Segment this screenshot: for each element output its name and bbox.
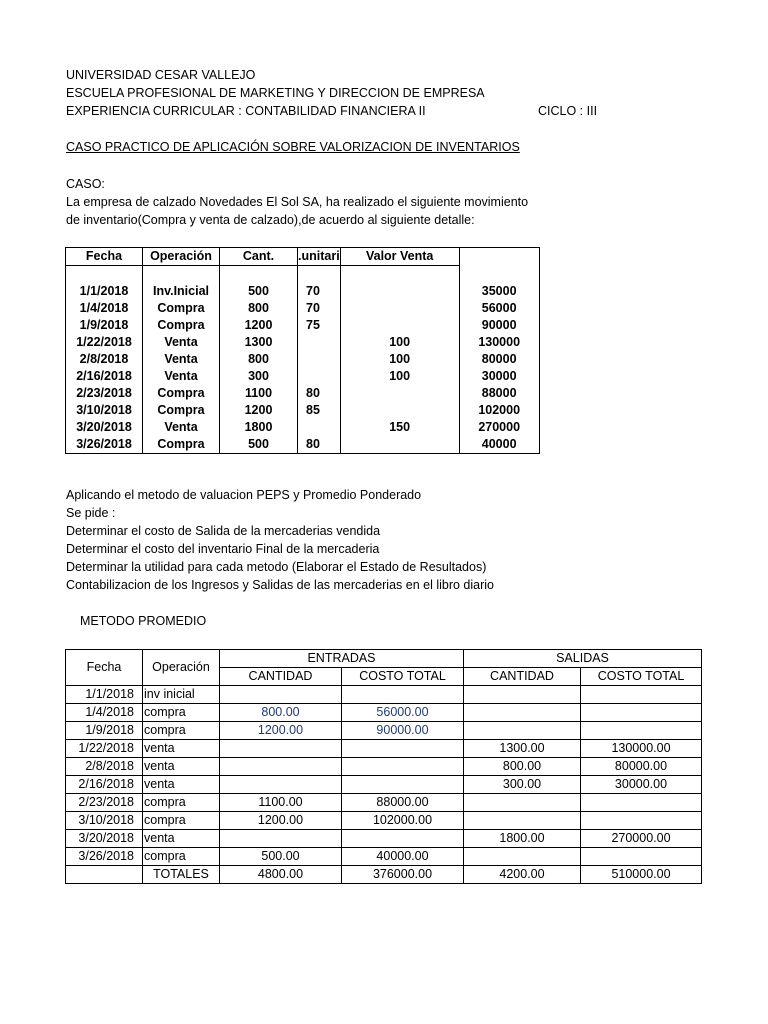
promedio-header-entradas: ENTRADAS <box>220 650 464 668</box>
promedio-cell-salidas-cantidad <box>464 794 581 812</box>
promedio-totals-salidas-cantidad: 4200.00 <box>464 866 581 884</box>
promedio-cell-salidas-costo <box>581 686 702 704</box>
promedio-header-entradas-costo: COSTO TOTAL <box>342 668 464 686</box>
promedio-header-operacion: Operación <box>143 650 220 686</box>
inventory-cell-valor-venta <box>340 402 459 419</box>
promedio-row <box>66 722 702 740</box>
inventory-header-operacion: Operación <box>143 248 220 266</box>
instruction-6: Contabilizacion de los Ingresos y Salidas de las mercaderias en el libro diario <box>66 578 495 592</box>
inventory-row <box>66 351 540 368</box>
promedio-cell-salidas-cantidad <box>464 722 581 740</box>
promedio-table <box>65 649 702 884</box>
inventory-cell-operacion: Compra <box>143 317 220 334</box>
inventory-row <box>66 334 540 351</box>
promedio-cell-operacion: venta <box>143 776 220 794</box>
promedio-cell-entradas-cantidad: 1100.00 <box>220 794 342 812</box>
promedio-cell-operacion: compra <box>143 722 220 740</box>
promedio-row <box>66 740 702 758</box>
case-line-2: de inventario(Compra y venta de calzado),de acuerdo al siguiente detalle: <box>66 213 475 227</box>
promedio-cell-operacion: compra <box>143 794 220 812</box>
inventory-row <box>66 300 540 317</box>
inventory-cell-fecha: 2/16/2018 <box>66 368 143 385</box>
inventory-cell-unitario: 70 <box>298 283 341 300</box>
inventory-cell-valor-venta <box>340 300 459 317</box>
promedio-totals-salidas-costo: 510000.00 <box>581 866 702 884</box>
inventory-cell-unitario: 70 <box>298 300 341 317</box>
promedio-cell-entradas-cantidad <box>220 758 342 776</box>
promedio-cell-entradas-costo: 40000.00 <box>342 848 464 866</box>
promedio-cell-salidas-costo <box>581 794 702 812</box>
header-university: UNIVERSIDAD CESAR VALLEJO <box>66 68 256 82</box>
promedio-row <box>66 776 702 794</box>
inventory-header-valor-venta: Valor Venta <box>340 248 459 266</box>
promedio-totals-label: TOTALES <box>143 866 220 884</box>
inventory-cell-operacion: Inv.Inicial <box>143 283 220 300</box>
promedio-cell-salidas-cantidad <box>464 704 581 722</box>
inventory-cell-total: 88000 <box>459 385 539 402</box>
inventory-cell-total: 30000 <box>459 368 539 385</box>
promedio-cell-entradas-cantidad: 800.00 <box>220 704 342 722</box>
promedio-cell-salidas-costo <box>581 704 702 722</box>
inventory-cell-cant: 1200 <box>220 317 298 334</box>
inventory-cell-cant: 800 <box>220 351 298 368</box>
inventory-cell-total: 102000 <box>459 402 539 419</box>
inventory-cell-cant: 500 <box>220 436 298 454</box>
inventory-cell-fecha: 1/9/2018 <box>66 317 143 334</box>
promedio-cell-salidas-cantidad: 1800.00 <box>464 830 581 848</box>
promedio-row <box>66 830 702 848</box>
inventory-cell-operacion: Compra <box>143 385 220 402</box>
promedio-cell-salidas-cantidad <box>464 686 581 704</box>
promedio-cell-fecha: 3/26/2018 <box>66 848 143 866</box>
inventory-row <box>66 436 540 454</box>
inventory-cell-total: 130000 <box>459 334 539 351</box>
promedio-cell-entradas-costo <box>342 686 464 704</box>
promedio-cell-fecha: 2/16/2018 <box>66 776 143 794</box>
inventory-cell-fecha: 2/8/2018 <box>66 351 143 368</box>
inventory-cell-cant: 300 <box>220 368 298 385</box>
promedio-cell-salidas-cantidad <box>464 848 581 866</box>
inventory-cell-total: 40000 <box>459 436 539 454</box>
inventory-cell-unitario: 80 <box>298 436 341 454</box>
promedio-totals-entradas-costo: 376000.00 <box>342 866 464 884</box>
promedio-cell-entradas-costo: 56000.00 <box>342 704 464 722</box>
promedio-cell-operacion: venta <box>143 758 220 776</box>
promedio-cell-entradas-cantidad: 500.00 <box>220 848 342 866</box>
inventory-cell-fecha: 1/1/2018 <box>66 283 143 300</box>
inventory-cell-cant: 1800 <box>220 419 298 436</box>
promedio-cell-salidas-costo: 30000.00 <box>581 776 702 794</box>
inventory-cell-cant: 1300 <box>220 334 298 351</box>
promedio-cell-entradas-cantidad <box>220 686 342 704</box>
promedio-cell-entradas-costo <box>342 776 464 794</box>
promedio-cell-entradas-cantidad <box>220 740 342 758</box>
inventory-cell-unitario <box>298 351 341 368</box>
promedio-cell-fecha: 1/22/2018 <box>66 740 143 758</box>
inventory-cell-fecha: 1/22/2018 <box>66 334 143 351</box>
promedio-row <box>66 758 702 776</box>
inventory-table <box>65 247 540 454</box>
case-label: CASO: <box>66 177 105 191</box>
inventory-cell-fecha: 3/20/2018 <box>66 419 143 436</box>
inventory-cell-valor-venta <box>340 283 459 300</box>
promedio-header-row-1 <box>66 650 702 668</box>
header-school: ESCUELA PROFESIONAL DE MARKETING Y DIRECCION DE EMPRESA <box>66 86 485 100</box>
inventory-header-cant: Cant. <box>220 248 298 266</box>
promedio-cell-salidas-cantidad: 1300.00 <box>464 740 581 758</box>
inventory-cell-operacion: Venta <box>143 419 220 436</box>
inventory-cell-cant: 500 <box>220 283 298 300</box>
promedio-cell-operacion: venta <box>143 830 220 848</box>
inventory-cell-operacion: Compra <box>143 402 220 419</box>
promedio-cell-salidas-costo: 130000.00 <box>581 740 702 758</box>
promedio-header-salidas: SALIDAS <box>464 650 702 668</box>
promedio-totals-entradas-cantidad: 4800.00 <box>220 866 342 884</box>
inventory-cell-valor-venta: 100 <box>340 368 459 385</box>
promedio-header-entradas-cantidad: CANTIDAD <box>220 668 342 686</box>
promedio-cell-entradas-costo: 88000.00 <box>342 794 464 812</box>
promedio-cell-entradas-costo: 90000.00 <box>342 722 464 740</box>
promedio-row <box>66 812 702 830</box>
inventory-row <box>66 402 540 419</box>
promedio-cell-salidas-cantidad: 800.00 <box>464 758 581 776</box>
inventory-cell-fecha: 3/10/2018 <box>66 402 143 419</box>
promedio-cell-entradas-cantidad: 1200.00 <box>220 812 342 830</box>
inventory-cell-unitario: 85 <box>298 402 341 419</box>
inventory-row <box>66 419 540 436</box>
inventory-cell-cant: 1100 <box>220 385 298 402</box>
promedio-cell-entradas-costo <box>342 758 464 776</box>
promedio-cell-fecha: 1/4/2018 <box>66 704 143 722</box>
promedio-row <box>66 704 702 722</box>
inventory-cell-fecha: 1/4/2018 <box>66 300 143 317</box>
case-title: CASO PRACTICO DE APLICACIÓN SOBRE VALORIZACION DE INVENTARIOS <box>66 140 520 154</box>
inventory-cell-fecha: 2/23/2018 <box>66 385 143 402</box>
promedio-cell-entradas-costo <box>342 830 464 848</box>
inventory-row <box>66 385 540 402</box>
promedio-header-salidas-cantidad: CANTIDAD <box>464 668 581 686</box>
promedio-cell-salidas-costo <box>581 848 702 866</box>
promedio-header-fecha: Fecha <box>66 650 143 686</box>
inventory-cell-operacion: Compra <box>143 436 220 454</box>
promedio-cell-salidas-costo <box>581 812 702 830</box>
inventory-header-row <box>66 248 540 266</box>
header-course: EXPERIENCIA CURRICULAR : CONTABILIDAD FINANCIERA II <box>66 104 426 118</box>
promedio-row <box>66 794 702 812</box>
inventory-blank-row <box>66 266 540 284</box>
promedio-row <box>66 686 702 704</box>
promedio-cell-fecha: 2/8/2018 <box>66 758 143 776</box>
inventory-cell-operacion: Venta <box>143 368 220 385</box>
inventory-cell-total: 90000 <box>459 317 539 334</box>
promedio-cell-fecha: 3/10/2018 <box>66 812 143 830</box>
promedio-header-salidas-costo: COSTO TOTAL <box>581 668 702 686</box>
inventory-row <box>66 283 540 300</box>
promedio-cell-operacion: venta <box>143 740 220 758</box>
promedio-cell-entradas-cantidad <box>220 830 342 848</box>
inventory-cell-cant: 1200 <box>220 402 298 419</box>
inventory-row <box>66 317 540 334</box>
promedio-cell-operacion: compra <box>143 812 220 830</box>
promedio-cell-operacion: compra <box>143 848 220 866</box>
promedio-cell-fecha: 3/20/2018 <box>66 830 143 848</box>
promedio-cell-entradas-costo <box>342 740 464 758</box>
inventory-cell-total: 56000 <box>459 300 539 317</box>
inventory-cell-unitario: 80 <box>298 385 341 402</box>
promedio-cell-entradas-cantidad <box>220 776 342 794</box>
promedio-cell-salidas-costo: 270000.00 <box>581 830 702 848</box>
inventory-cell-unitario <box>298 419 341 436</box>
promedio-cell-operacion: compra <box>143 704 220 722</box>
promedio-cell-salidas-cantidad: 300.00 <box>464 776 581 794</box>
inventory-cell-unitario <box>298 368 341 385</box>
promedio-cell-operacion: inv inicial <box>143 686 220 704</box>
inventory-cell-operacion: Compra <box>143 300 220 317</box>
inventory-cell-fecha: 3/26/2018 <box>66 436 143 454</box>
inventory-cell-unitario: 75 <box>298 317 341 334</box>
inventory-cell-unitario <box>298 334 341 351</box>
inventory-header-fecha: Fecha <box>66 248 143 266</box>
promedio-cell-entradas-cantidad: 1200.00 <box>220 722 342 740</box>
promedio-row <box>66 848 702 866</box>
inventory-cell-valor-venta: 100 <box>340 351 459 368</box>
instruction-2: Se pide : <box>66 506 116 520</box>
inventory-cell-total: 80000 <box>459 351 539 368</box>
promedio-cell-fecha: 1/9/2018 <box>66 722 143 740</box>
promedio-cell-salidas-cantidad <box>464 812 581 830</box>
header-cycle: CICLO : III <box>538 104 598 118</box>
inventory-row <box>66 368 540 385</box>
instruction-1: Aplicando el metodo de valuacion PEPS y Promedio Ponderado <box>66 488 422 502</box>
instruction-4: Determinar el costo del inventario Final de la mercaderia <box>66 542 380 556</box>
inventory-cell-valor-venta <box>340 317 459 334</box>
instruction-5: Determinar la utilidad para cada metodo (Elaborar el Estado de Resultados) <box>66 560 487 574</box>
case-line-1: La empresa de calzado Novedades El Sol SA, ha realizado el siguiente movimiento <box>66 195 529 209</box>
promedio-cell-salidas-costo: 80000.00 <box>581 758 702 776</box>
inventory-cell-valor-venta <box>340 436 459 454</box>
instruction-3: Determinar el costo de Salida de la mercaderias vendida <box>66 524 381 538</box>
inventory-cell-valor-venta: 150 <box>340 419 459 436</box>
promedio-cell-salidas-costo <box>581 722 702 740</box>
inventory-cell-valor-venta: 100 <box>340 334 459 351</box>
promedio-cell-fecha: 2/23/2018 <box>66 794 143 812</box>
inventory-header-unitario: .unitari <box>298 248 341 266</box>
inventory-cell-operacion: Venta <box>143 351 220 368</box>
inventory-cell-cant: 800 <box>220 300 298 317</box>
promedio-cell-entradas-costo: 102000.00 <box>342 812 464 830</box>
inventory-cell-total: 270000 <box>459 419 539 436</box>
promedio-totals-row <box>66 866 702 884</box>
method-title: METODO PROMEDIO <box>80 614 207 628</box>
inventory-cell-valor-venta <box>340 385 459 402</box>
inventory-cell-operacion: Venta <box>143 334 220 351</box>
inventory-cell-total: 35000 <box>459 283 539 300</box>
promedio-cell-fecha: 1/1/2018 <box>66 686 143 704</box>
